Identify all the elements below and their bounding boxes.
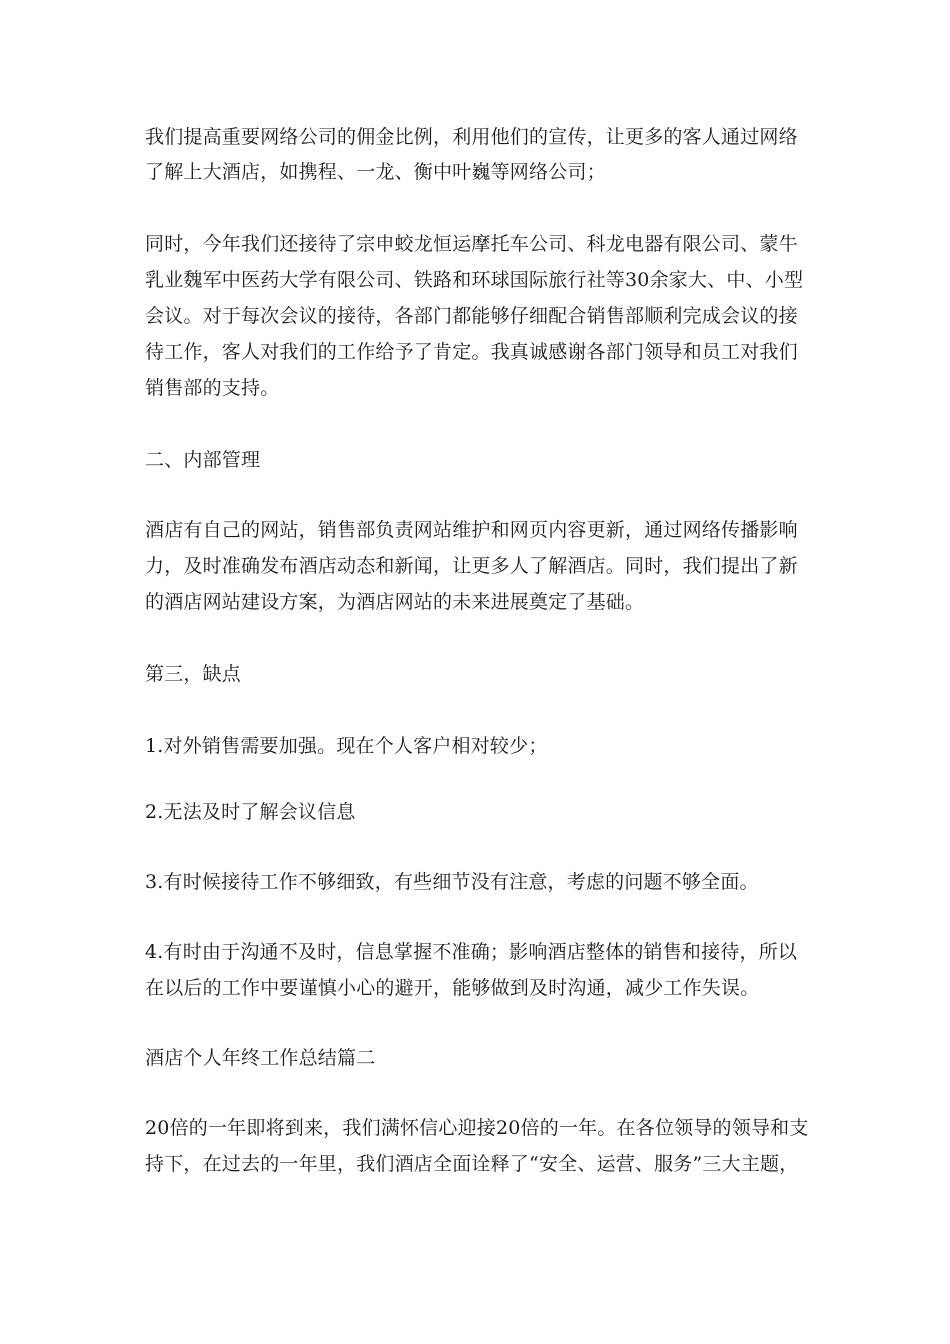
paragraph-line: 会议。对于每次会议的接待，各部门都能够仔细配合销售部顺利完成会议的接 (145, 305, 798, 327)
paragraph-line: 乳业魏军中医药大学有限公司、铁路和环球国际旅行社等30余家大、中、小型 (145, 269, 804, 291)
paragraph-line: 销售部的支持。 (145, 377, 280, 399)
list-item: 在以后的工作中要谨慎小心的避开，能够做到及时沟通，减少工作失误。 (145, 977, 760, 999)
list-item: 3.有时候接待工作不够细致，有些细节没有注意，考虑的问题不够全面。 (145, 871, 759, 893)
paragraph-line: 酒店有自己的网站，销售部负责网站维护和网页内容更新，通过网络传播影响 (145, 519, 798, 541)
paragraph-line: 力，及时准确发布酒店动态和新闻，让更多人了解酒店。同时，我们提出了新 (145, 555, 798, 577)
list-item: 2.无法及时了解会议信息 (145, 801, 356, 823)
paragraph-line: 待工作，客人对我们的工作给予了肯定。我真诚感谢各部门领导和员工对我们 (145, 341, 798, 363)
paragraph-line: 20倍的一年即将到来，我们满怀信心迎接20倍的一年。在各位领导的领导和支 (145, 1117, 809, 1139)
paragraph-line: 持下，在过去的一年里，我们酒店全面诠释了“安全、运营、服务”三大主题， (145, 1153, 799, 1175)
paragraph-line: 我们提高重要网络公司的佣金比例，利用他们的宣传，让更多的客人通过网络 (145, 126, 798, 148)
list-item: 4.有时由于沟通不及时，信息掌握不准确；影响酒店整体的销售和接待，所以 (145, 941, 798, 963)
section-heading: 二、内部管理 (145, 449, 261, 471)
section-heading: 第三，缺点 (145, 663, 242, 685)
paragraph-line: 同时，今年我们还接待了宗申蛟龙恒运摩托车公司、科龙电器有限公司、蒙牛 (145, 233, 798, 255)
list-item: 1.对外销售需要加强。现在个人客户相对较少； (145, 735, 548, 757)
section-heading: 酒店个人年终工作总结篇二 (145, 1047, 376, 1069)
paragraph-line: 的酒店网站建设方案，为酒店网站的未来进展奠定了基础。 (145, 591, 645, 613)
paragraph-line: 了解上大酒店，如携程、一龙、衡中叶巍等网络公司； (145, 161, 606, 183)
